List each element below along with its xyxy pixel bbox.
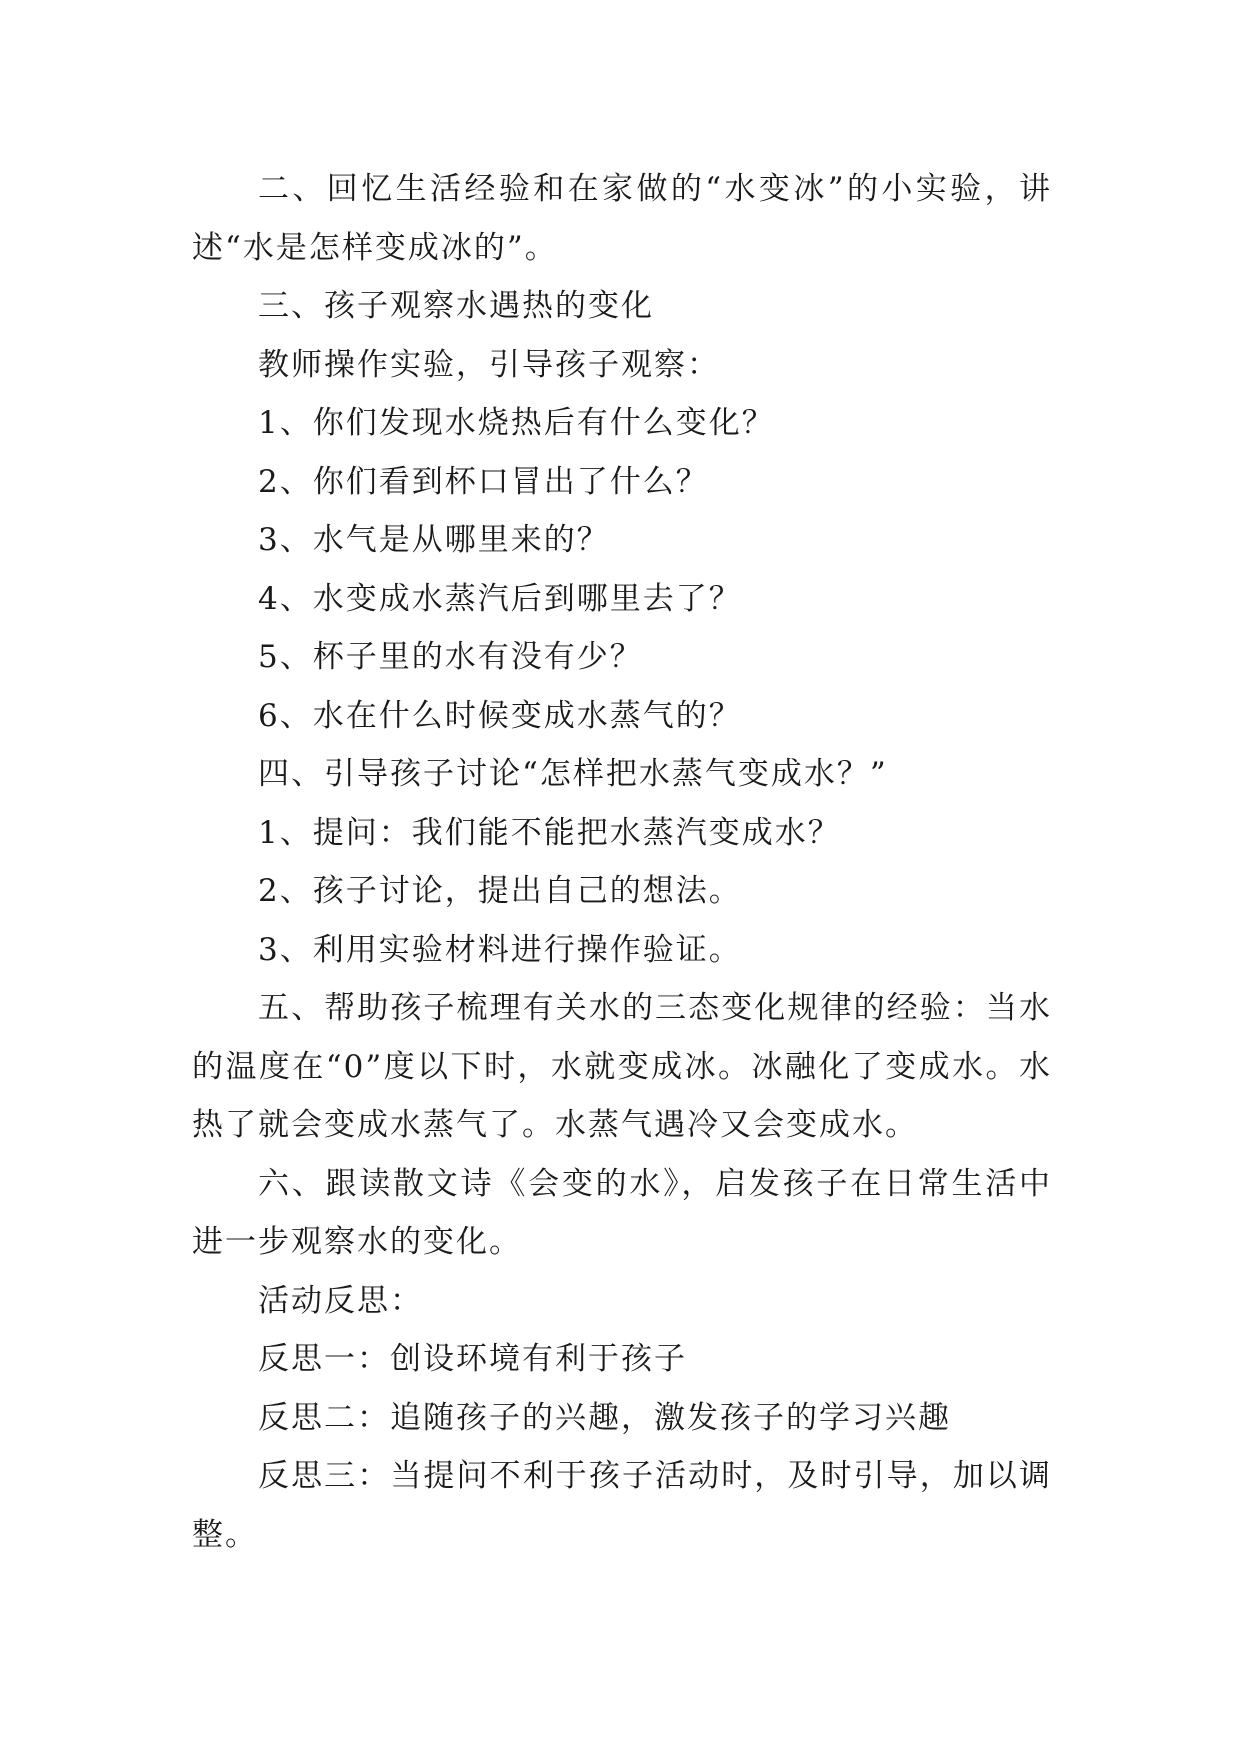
paragraph-summary: 五、帮助孩子梳理有关水的三态变化规律的经验：当水的温度在“0”度以下时，水就变成冰。冰融化了变成水。水热了就会变成水蒸气了。水蒸气遇冷又会变成水。 (192, 990, 1052, 1143)
heading-discussion: 四、引导孩子讨论“怎样把水蒸气变成水？” (258, 756, 888, 792)
question-item: 2、你们看到杯口冒出了什么？ (258, 463, 709, 500)
paragraph-teacher-guide: 教师操作实验，引导孩子观察： (258, 346, 720, 383)
heading-reflection: 活动反思： (258, 1282, 423, 1319)
question-item: 5、杯子里的水有没有少？ (258, 639, 643, 675)
paragraph-recall-experience: 二、回忆生活经验和在家做的“水变冰”的小实验，讲述“水是怎样变成冰的”。 (192, 171, 1052, 266)
question-item: 4、水变成水蒸汽后到哪里去了？ (258, 580, 742, 617)
reflection-item: 反思三：当提问不利于孩子活动时，及时引导，加以调整。 (192, 1458, 1052, 1553)
heading-observe-heat: 三、孩子观察水遇热的变化 (258, 288, 654, 324)
question-item: 1、你们发现水烧热后有什么变化？ (258, 405, 775, 441)
document-body (192, 160, 1052, 1564)
discussion-item: 1、提问：我们能不能把水蒸汽变成水？ (258, 814, 841, 851)
question-item: 3、水气是从哪里来的？ (258, 522, 610, 558)
discussion-item: 2、孩子讨论，提出自己的想法。 (258, 873, 742, 909)
reflection-item: 反思二：追随孩子的兴趣，激发孩子的学习兴趣 (258, 1399, 951, 1436)
question-item: 6、水在什么时候变成水蒸气的？ (258, 697, 742, 734)
paragraph-poem: 六、跟读散文诗《会变的水》，启发孩子在日常生活中进一步观察水的变化。 (192, 1165, 1052, 1260)
discussion-item: 3、利用实验材料进行操作验证。 (258, 931, 742, 968)
reflection-item: 反思一：创设环境有利于孩子 (258, 1341, 687, 1377)
